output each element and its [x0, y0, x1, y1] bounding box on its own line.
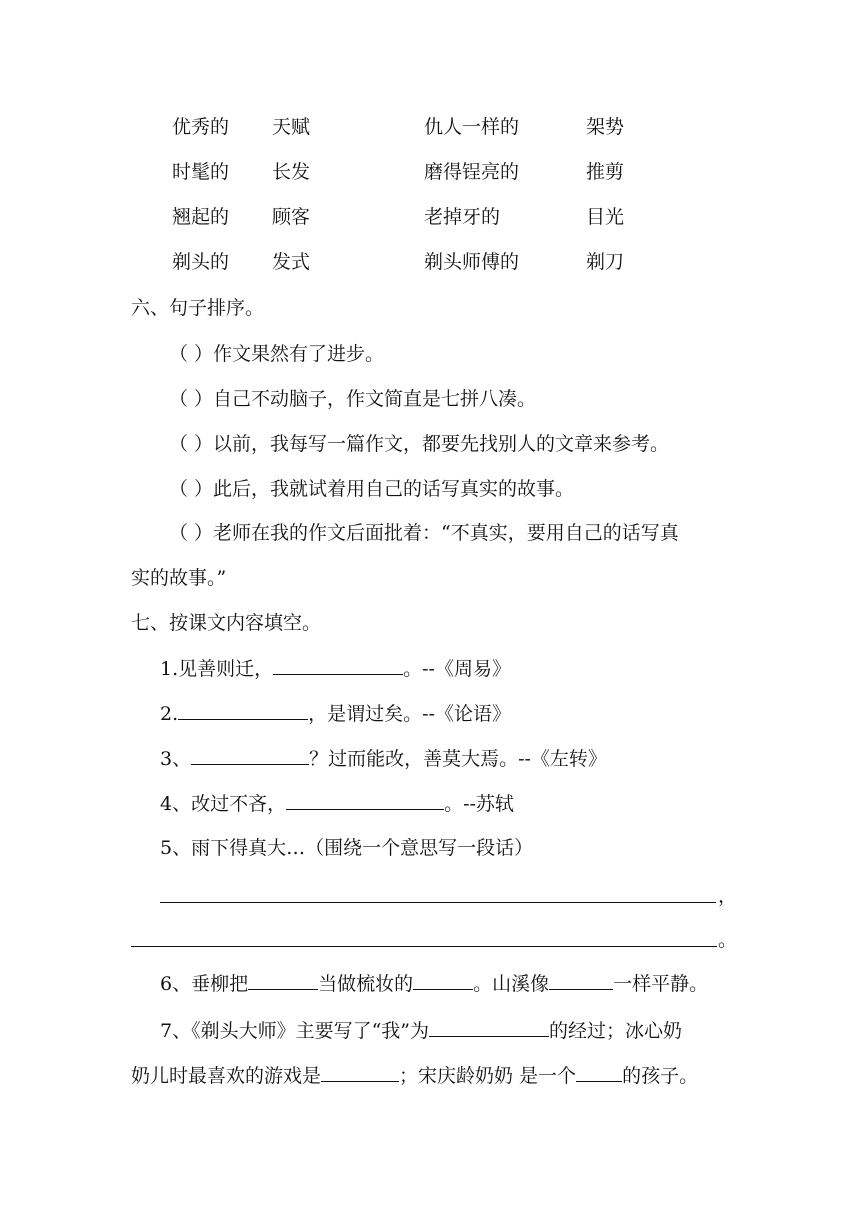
match-r1-c4: 架势 [586, 116, 625, 138]
order-blank[interactable]: （ ） [169, 388, 214, 410]
writing-line-1-end: ， [718, 885, 738, 907]
fill-item-4: 4、改过不吝， 。--苏轼 [160, 793, 514, 815]
writing-line-2-end: 。 [718, 929, 738, 951]
fill-item-5: 5、雨下得真大…（围绕一个意思写一段话） [160, 837, 534, 859]
answer-blank[interactable] [321, 1063, 399, 1082]
match-r4-c2: 发式 [272, 251, 311, 273]
match-r2-c4: 推剪 [586, 161, 625, 183]
answer-blank[interactable] [273, 656, 403, 675]
fill-item-1: 1.见善则迁， 。--《周易》 [160, 658, 511, 680]
section7-title: 七、按课文内容填空。 [131, 612, 322, 634]
section6-title: 六、句子排序。 [131, 297, 265, 319]
sentence-item-5-continued: 实的故事。” [131, 567, 227, 589]
order-blank[interactable]: （ ） [169, 522, 214, 544]
sentence-item-4 [169, 477, 574, 501]
sentence-text: 老师在我的作文后面批着：“不真实，要用自己的话写真 [213, 522, 679, 544]
fill-item-6: 6、垂柳把 当做梳妆的 。山溪像 一样平静。 [160, 973, 709, 995]
answer-blank[interactable] [248, 971, 318, 990]
answer-blank[interactable] [178, 701, 308, 720]
match-r4-c1: 剃头的 [172, 251, 230, 273]
sentence-item-5 [169, 521, 679, 545]
match-r1-c1: 优秀的 [172, 116, 230, 138]
match-r1-c3: 仇人一样的 [424, 116, 520, 138]
answer-blank[interactable] [549, 971, 613, 990]
sentence-item-2 [169, 387, 536, 411]
sentence-item-3 [169, 432, 669, 456]
match-r2-c2: 长发 [272, 161, 311, 183]
match-r1-c2: 天赋 [272, 116, 311, 138]
sentence-text: 此后，我就试着用自己的话写真实的故事。 [213, 478, 575, 500]
match-r3-c2: 顾客 [272, 206, 311, 228]
answer-blank[interactable] [429, 1018, 549, 1037]
match-r3-c3: 老掉牙的 [424, 206, 501, 228]
order-blank[interactable]: （ ） [169, 478, 214, 500]
match-r3-c1: 翘起的 [172, 206, 230, 228]
match-r4-c3: 剃头师傅的 [424, 251, 520, 273]
sentence-item-1 [169, 342, 384, 366]
fill-item-7-continued: 奶儿时最喜欢的游戏是 ；宋庆龄奶奶 是一个 的孩子。 [131, 1065, 699, 1087]
match-r2-c3: 磨得锃亮的 [424, 161, 520, 183]
fill-item-3: 3、 ？过而能改，善莫大焉。--《左转》 [160, 748, 607, 770]
order-blank[interactable]: （ ） [169, 433, 214, 455]
match-r2-c1: 时髦的 [172, 161, 230, 183]
order-blank[interactable]: （ ） [169, 343, 214, 365]
match-r3-c4: 目光 [586, 206, 625, 228]
fill-item-2: 2. ，是谓过矣。--《论语》 [160, 703, 511, 725]
sentence-text: 以前，我每写一篇作文，都要先找别人的文章来参考。 [213, 433, 670, 455]
answer-blank[interactable] [413, 971, 473, 990]
answer-blank[interactable] [576, 1063, 622, 1082]
writing-line-1[interactable] [160, 902, 716, 903]
answer-blank[interactable] [286, 791, 444, 810]
writing-line-2[interactable] [131, 946, 717, 947]
sentence-text: 作文果然有了进步。 [213, 343, 385, 365]
fill-item-7: 7、《剃头大师》主要写了“我”为 的经过；冰心奶 [160, 1020, 683, 1042]
match-r4-c4: 剃刀 [586, 251, 625, 273]
sentence-text: 自己不动脑子，作文简直是七拼八凑。 [213, 388, 537, 410]
answer-blank[interactable] [191, 746, 309, 765]
